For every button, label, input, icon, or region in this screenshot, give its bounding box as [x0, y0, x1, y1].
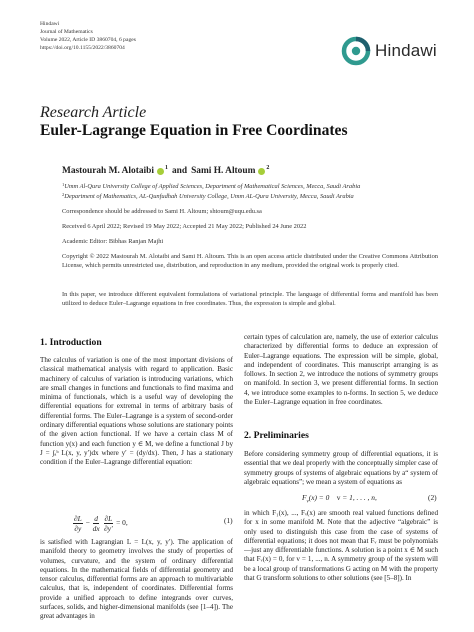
section-heading-preliminaries: 2. Preliminaries	[244, 430, 309, 441]
author-line	[62, 166, 269, 176]
section-heading-introduction: 1. Introduction	[40, 337, 102, 348]
intro-paragraph-1: The calculus of variation is one of the most important divisions of classical mathematical analysis with regard to application. Basic machinery of calculus of variation is introducing variations, which are small changes in functions and functionals to find maxima and minima of functionals, which is a useful way of developing the differential equations for extremal in terms of arbitrary basis of differential forms. The Euler–Lagrange is a system of second-order ordinary differential equations whose solutions are stationary points of the given action functional. If we have a certain class M of function y(x) and each function y ∈ M, we define a functional J by J = ∫ₐᵇ L(x, y, y′)dx where y′ = (dy/dx). Then, J has a stationary condition if the Euler–Lagrange differential equation:	[40, 356, 233, 467]
article-title: Euler-Lagrange Equation in Free Coordinates	[40, 122, 348, 139]
author-1[interactable]: Mastourah M. Alotaibi	[62, 166, 154, 176]
intro-paragraph-3: certain types of calculation are, namely, the use of exterior calculus characterized by differential forms to deduce an expression of Euler–Lagrange equations. The expression will be simple, global, and independent of coordinates. This manuscript arranging is as follows. In section 2, we introduce the notions of symmetry groups on manifold. In section 3, we present differential forms. In section 4, we introduce some examples to n-forms. In section 5, we deduce the Euler–Lagrange equation in free coordinates.	[244, 333, 438, 407]
author-2[interactable]: Sami H. Altoum	[191, 166, 256, 176]
affiliation-2	[62, 193, 354, 200]
author-joiner: and	[171, 166, 188, 176]
equation-number-2: (2)	[428, 493, 437, 502]
orcid-icon[interactable]	[157, 168, 164, 175]
algebraic-system-equation: $F_v(x) = 0$ v = 1, . . . , n,	[302, 493, 377, 505]
correspondence: Correspondence should be addressed to Sami H. Altoum; shtoum@uqu.edu.sa	[62, 208, 262, 215]
equation-number-1: (1)	[224, 516, 233, 525]
academic-editor: Academic Editor: Bibhas Ranjan Majhi	[62, 238, 164, 245]
preliminaries-paragraph-2: in which F₁(x), ..., Fᵥ(x) are smooth real valued functions defined for x in some manifold M. Note that the adjective “algebraic” is only used to distinguish this case from the case of systems of differential equations; it does not mean that Fᵥ must be polynomials—just any differentiable functions. A solution is a point x ∈ M such that Fᵥ(x) = 0, for v = 1, ..., n. A symmetry group of the system will be a local group of transformations G acting on M with the property that G transform solutions to other solutions (see [5–8]). In	[244, 509, 438, 583]
article-type: Research Article	[40, 104, 147, 121]
euler-lagrange-equation: $\frac{\partial L}{\partial y}$ − $\frac{d}{dx}$ $\frac{\partial L}{\partial y'}$ = 0,	[74, 514, 128, 533]
author-2-affil: 2	[266, 165, 270, 171]
affiliation-1-text: Umm Al-Qura University College of Applied Sciences, Department of Mathematical Sciences, Mecca, Saudi Arabia	[64, 183, 361, 190]
hindawi-logo	[341, 36, 441, 66]
affiliation-2-marker: 2	[62, 192, 65, 197]
affiliation-1	[62, 183, 360, 190]
publication-dates: Received 6 April 2022; Revised 19 May 2022; Accepted 21 May 2022; Published 24 June 2022	[62, 223, 307, 230]
journal-title: Journal of Mathematics	[40, 29, 93, 35]
intro-paragraph-2: is satisfied with Lagrangian L = L(x, y, y′). The application of manifold theory to geometry involves the study of properties of volumes, curvature, and the system of ordinary differential equations. In the mathematical fields of differential geometry and tensor calculus, differential forms are an approach to multivariable calculus, that is, independent of coordinates. Differential forms provide a unified approach to define integrands over curves, surfaces, solids, and higher-dimensional manifolds (see [1–4]). The great advantages in	[40, 538, 233, 621]
journal-metadata	[40, 20, 260, 52]
orcid-icon[interactable]	[258, 168, 265, 175]
doi-link[interactable]: https://doi.org/10.1155/2022/3860704	[40, 45, 125, 51]
journal-name: Hindawi	[40, 21, 60, 27]
hindawi-logo-icon	[341, 36, 371, 66]
affiliation-1-marker: 1	[62, 182, 65, 187]
copyright-notice: Copyright © 2022 Mastourah M. Alotaibi and Sami H. Altoum. This is an open access article distributed under the Creative Commons Attribution License, which permits unrestricted use, distribution, and reproduction in any medium, provided the original work is properly cited.	[62, 253, 438, 269]
logo-wordmark: Hindawi	[375, 41, 437, 60]
abstract: In this paper, we introduce different equivalent formulations of variational principle. The language of differential forms and manifold has been utilized to deduce Euler–Lagrange equations in free coordinates. Thus, the expression is simple and global.	[62, 291, 438, 307]
volume-line: Volume 2022, Article ID 3860704, 6 pages	[40, 37, 136, 43]
author-1-affil: 1	[164, 165, 168, 171]
affiliation-2-text: Department of Mathematics, AL-Qunfudhah University College, Umm AL-Qura University, Mecca, Saudi Arabia	[64, 193, 354, 200]
preliminaries-paragraph-1: Before considering symmetry group of differential equations, it is essential that we deal properly with the conceptually simpler case of symmetry groups of systems of algebraic equations by a“ system of algebraic equations”; we mean a system of equations as	[244, 450, 438, 486]
